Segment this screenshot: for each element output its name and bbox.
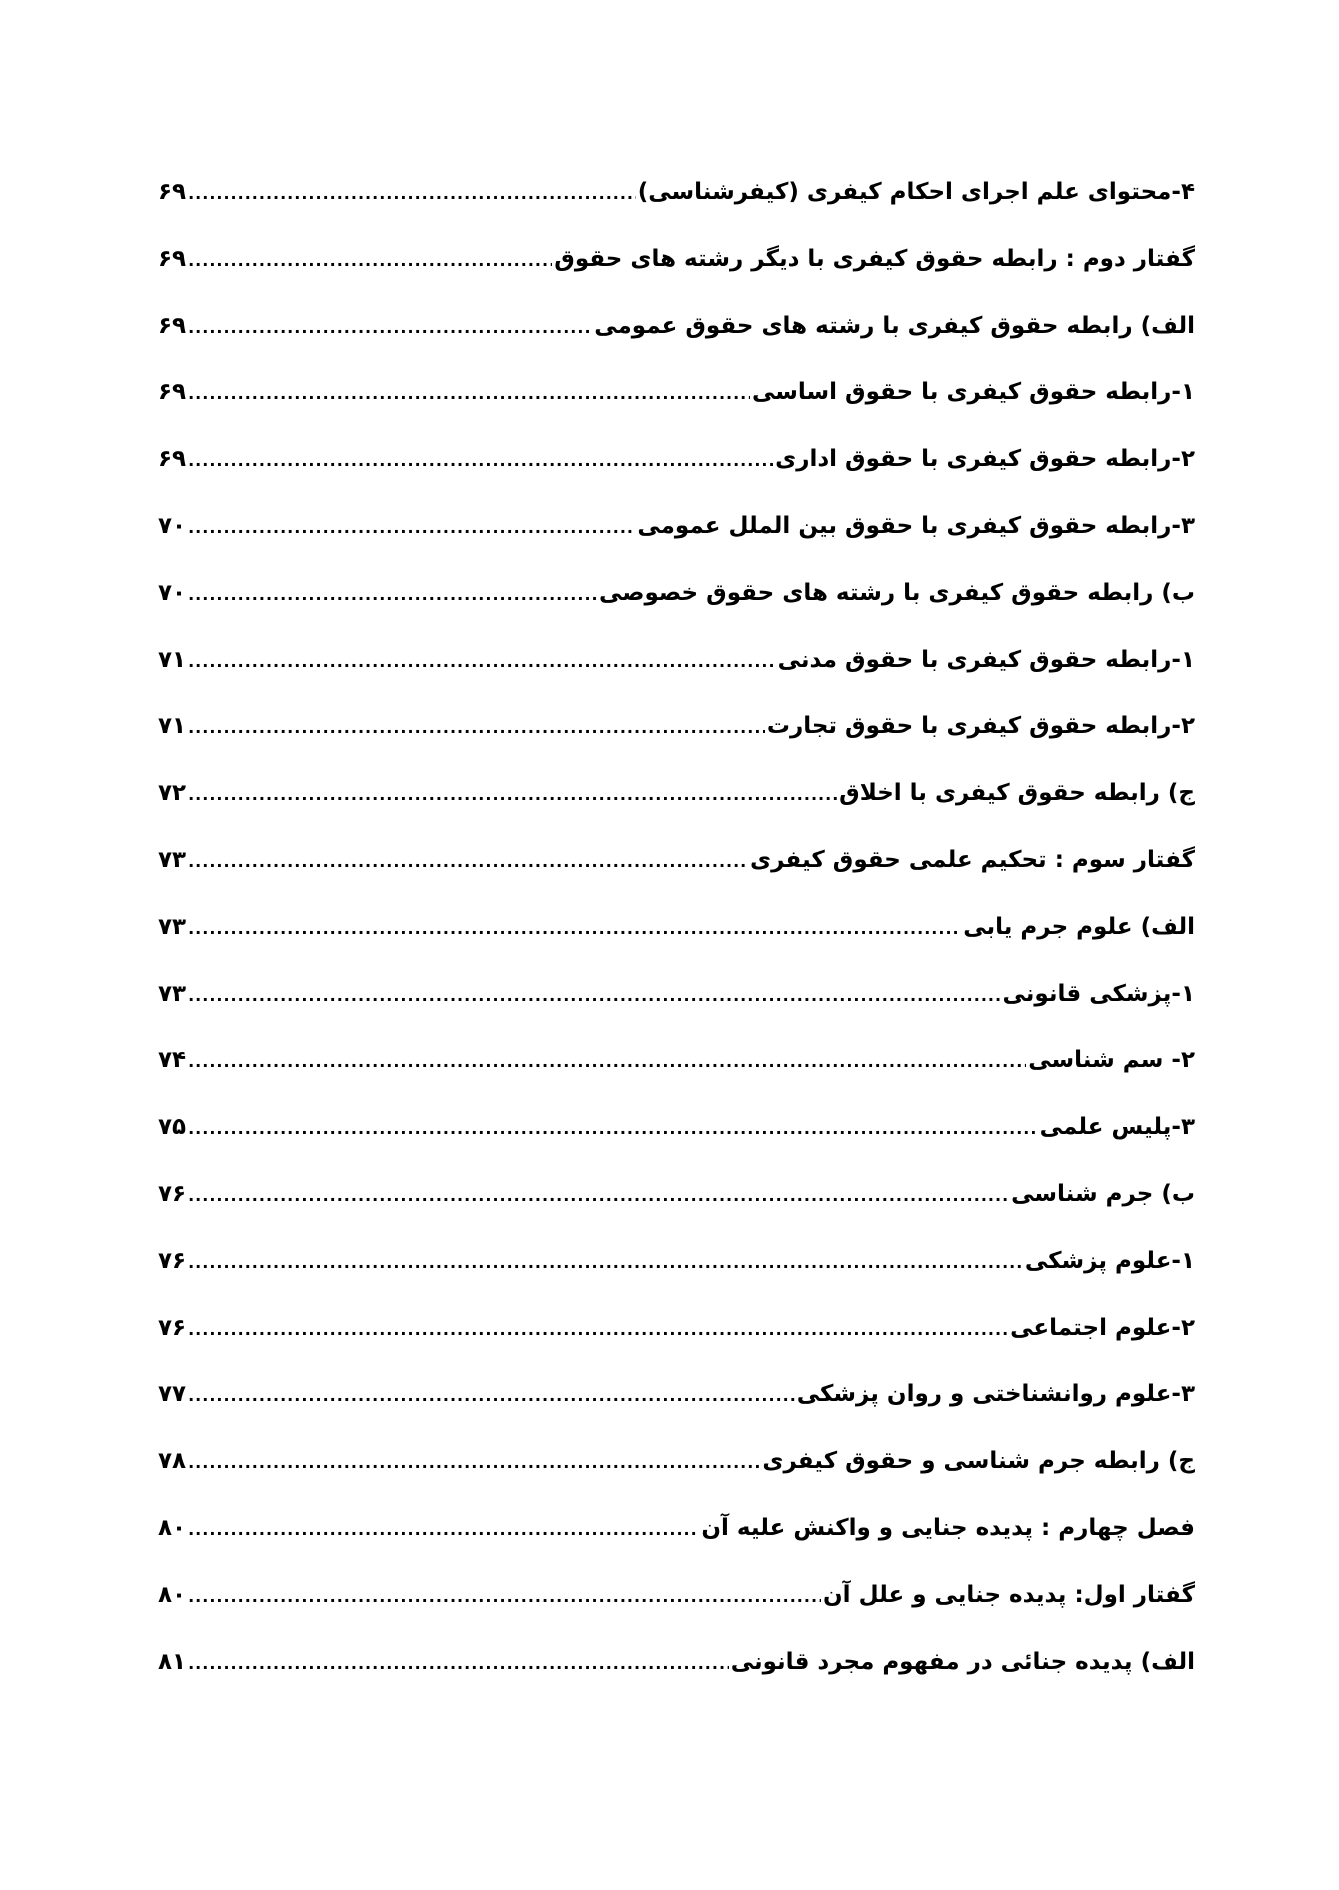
toc-entry-page-number: ۷۰ bbox=[158, 512, 187, 539]
toc-entry[interactable] bbox=[158, 166, 1195, 233]
dot-leader bbox=[188, 569, 597, 621]
dot-leader bbox=[188, 1170, 1009, 1222]
dot-leader bbox=[188, 502, 635, 554]
toc-entry-page-number: ۷۳ bbox=[158, 913, 187, 940]
toc-entry[interactable] bbox=[158, 567, 1195, 634]
dot-leader bbox=[188, 970, 1000, 1022]
toc-entry-title: ۲- سم شناسی bbox=[1028, 1047, 1195, 1074]
dot-leader bbox=[188, 1504, 699, 1556]
toc-entry[interactable] bbox=[158, 1168, 1195, 1235]
toc-entry-page-number: ۷۷ bbox=[158, 1381, 187, 1408]
dot-leader bbox=[188, 435, 773, 487]
toc-entry-page-number: ۷۳ bbox=[158, 846, 187, 873]
toc-entry-title: گفتار سوم : تحکیم علمی حقوق کیفری bbox=[750, 846, 1195, 873]
toc-entry-page-number: ۷۳ bbox=[158, 980, 187, 1007]
toc-entry[interactable] bbox=[158, 1034, 1195, 1101]
toc-entry-title: ۲-علوم اجتماعی bbox=[1010, 1314, 1195, 1341]
toc-entry-page-number: ۶۹ bbox=[158, 245, 187, 272]
dot-leader bbox=[188, 302, 592, 354]
toc-entry[interactable] bbox=[158, 1502, 1195, 1569]
toc-entry[interactable] bbox=[158, 1368, 1195, 1435]
toc-entry-title: ۲-رابطه حقوق کیفری با حقوق تجارت bbox=[766, 713, 1195, 740]
toc-entry-title: ۱-علوم پزشکی bbox=[1024, 1247, 1195, 1274]
toc-entry-title: ۱-رابطه حقوق کیفری با حقوق اساسی bbox=[752, 379, 1195, 406]
dot-leader bbox=[188, 702, 765, 754]
toc-entry-page-number: ۷۱ bbox=[158, 713, 187, 740]
dot-leader bbox=[188, 235, 552, 287]
toc-entry[interactable] bbox=[158, 433, 1195, 500]
toc-entry[interactable] bbox=[158, 1101, 1195, 1168]
toc-entry-page-number: ۶۹ bbox=[158, 446, 187, 473]
toc-entry-title: گفتار دوم : رابطه حقوق کیفری با دیگر رشته های حقوق bbox=[554, 245, 1195, 272]
toc-entry-page-number: ۷۴ bbox=[158, 1047, 187, 1074]
toc-entry[interactable] bbox=[158, 901, 1195, 968]
toc-entry-title: الف) علوم جرم یابی bbox=[963, 913, 1195, 940]
toc-entry[interactable] bbox=[158, 500, 1195, 567]
dot-leader bbox=[188, 1370, 795, 1422]
toc-entry-page-number: ۸۰ bbox=[158, 1581, 187, 1608]
toc-entry-title: ج) رابطه جرم شناسی و حقوق کیفری bbox=[762, 1448, 1195, 1475]
toc-entry-page-number: ۷۵ bbox=[158, 1114, 187, 1141]
toc-entry[interactable] bbox=[158, 1235, 1195, 1302]
toc-entry-page-number: ۷۶ bbox=[158, 1314, 187, 1341]
toc-entry[interactable] bbox=[158, 366, 1195, 433]
toc-entry[interactable] bbox=[158, 634, 1195, 701]
toc-entry-title: ۲-رابطه حقوق کیفری با حقوق اداری bbox=[775, 446, 1195, 473]
toc-entry-title: ۳-علوم روانشناختی و روان پزشکی bbox=[796, 1381, 1195, 1408]
toc-entry-title: ۳-رابطه حقوق کیفری با حقوق بین الملل عمومی bbox=[637, 512, 1195, 539]
dot-leader bbox=[188, 1571, 821, 1623]
toc-entry[interactable] bbox=[158, 767, 1195, 834]
toc-entry-title: ب) رابطه حقوق کیفری با رشته های حقوق خصوصی bbox=[598, 579, 1195, 606]
dot-leader bbox=[188, 769, 837, 821]
toc-entry-page-number: ۶۹ bbox=[158, 312, 187, 339]
dot-leader bbox=[188, 368, 750, 420]
toc-entry-title: الف) پدیده جنائی در مفهوم مجرد قانونی bbox=[730, 1648, 1195, 1675]
toc-entry-page-number: ۸۱ bbox=[158, 1648, 187, 1675]
toc-entry-page-number: ۷۱ bbox=[158, 646, 187, 673]
toc-entry[interactable] bbox=[158, 1302, 1195, 1369]
toc-entry-page-number: ۷۰ bbox=[158, 579, 187, 606]
dot-leader bbox=[188, 1103, 1038, 1155]
toc-entry-title: الف) رابطه حقوق کیفری با رشته های حقوق عمومی bbox=[594, 312, 1195, 339]
toc-entry[interactable] bbox=[158, 233, 1195, 300]
toc-entry[interactable] bbox=[158, 968, 1195, 1035]
toc-entry[interactable] bbox=[158, 300, 1195, 367]
toc-entry-page-number: ۷۶ bbox=[158, 1180, 187, 1207]
toc-entry-page-number: ۸۰ bbox=[158, 1514, 187, 1541]
toc-entry-page-number: ۷۶ bbox=[158, 1247, 187, 1274]
dot-leader bbox=[188, 168, 636, 220]
toc-entry-page-number: ۶۹ bbox=[158, 379, 187, 406]
toc-entry-page-number: ۷۸ bbox=[158, 1448, 187, 1475]
dot-leader bbox=[188, 1237, 1023, 1289]
toc-entry-title: ۳-پلیس علمی bbox=[1039, 1114, 1195, 1141]
toc-entry-title: ۴-محتوای علم اجرای احکام کیفری (کیفرشناسی) bbox=[637, 179, 1195, 205]
toc-entry[interactable] bbox=[158, 700, 1195, 767]
toc-entry[interactable] bbox=[158, 834, 1195, 901]
dot-leader bbox=[188, 903, 961, 955]
toc-entry-page-number: ۶۹ bbox=[158, 179, 187, 205]
toc-entry-title: ب) جرم شناسی bbox=[1011, 1180, 1195, 1207]
toc-entry-page-number: ۷۲ bbox=[158, 780, 187, 807]
toc-entry-title: ۱-رابطه حقوق کیفری با حقوق مدنی bbox=[777, 646, 1195, 673]
toc-entry[interactable] bbox=[158, 1435, 1195, 1502]
dot-leader bbox=[188, 836, 748, 888]
dot-leader bbox=[188, 1638, 729, 1690]
toc-entry[interactable] bbox=[158, 1569, 1195, 1636]
dot-leader bbox=[188, 1437, 760, 1489]
toc-entry[interactable] bbox=[158, 1636, 1195, 1703]
toc-entry-title: فصل چهارم : پدیده جنایی و واکنش علیه آن bbox=[701, 1514, 1195, 1541]
table-of-contents bbox=[158, 166, 1195, 1702]
toc-entry-title: گفتار اول: پدیده جنایی و علل آن bbox=[823, 1581, 1195, 1608]
dot-leader bbox=[188, 636, 776, 688]
dot-leader bbox=[188, 1304, 1008, 1356]
toc-entry-title: ج) رابطه حقوق کیفری با اخلاق bbox=[839, 780, 1195, 807]
dot-leader bbox=[188, 1036, 1026, 1088]
toc-entry-title: ۱-پزشکی قانونی bbox=[1002, 980, 1195, 1007]
